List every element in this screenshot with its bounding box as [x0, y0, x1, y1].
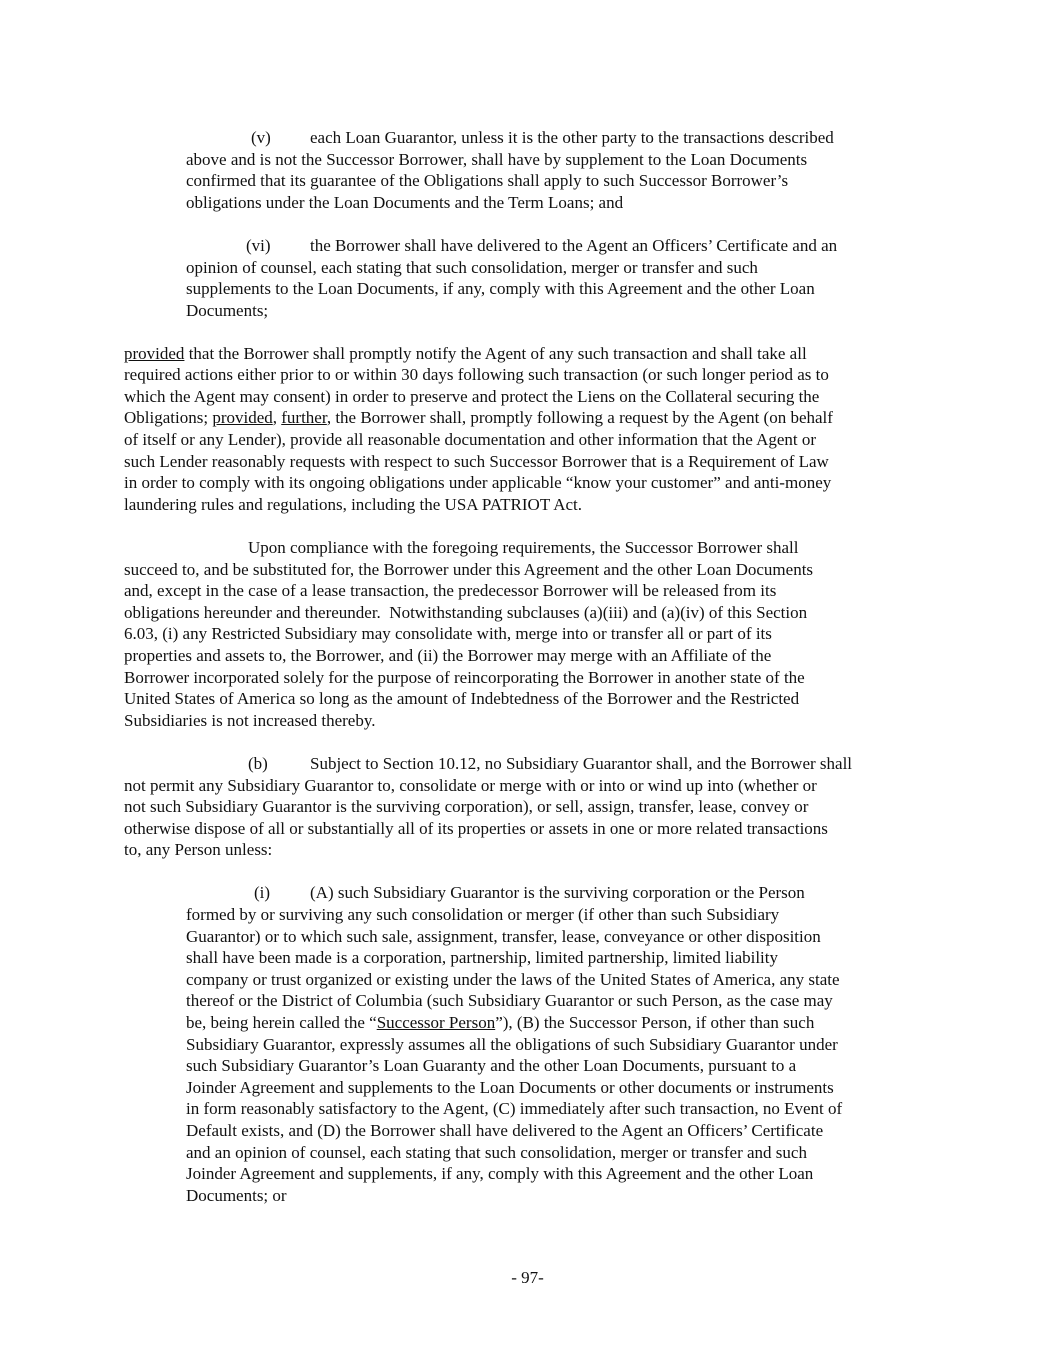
clause-v-line: each Loan Guarantor, unless it is the other party to the transactions described	[310, 128, 834, 147]
clause-i-line: Documents; or	[186, 1186, 287, 1205]
provided-term: provided	[212, 408, 273, 427]
further-term: further	[281, 408, 327, 427]
clause-vi-line: supplements to the Loan Documents, if any, comply with this Agreement and the other Loan	[186, 279, 815, 298]
clause-b-line: to, any Person unless:	[124, 840, 273, 859]
proviso-line: in order to comply with its ongoing obligations under applicable “know your customer” and anti-money	[124, 473, 832, 492]
clause-v-line: confirmed that its guarantee of the Obligations shall apply to such Successor Borrower’s	[186, 171, 789, 190]
compliance-line: Subsidiaries is not increased thereby.	[124, 711, 376, 730]
clause-i-text: ”), (B) the Successor Person, if other than such	[495, 1013, 815, 1032]
proviso-line: required actions either prior to or within 30 days following such transaction (or such longer period as to	[124, 365, 829, 384]
proviso-text: Obligations;	[124, 408, 213, 427]
clause-i-line: (A) such Subsidiary Guarantor is the surviving corporation or the Person	[310, 883, 805, 902]
clause-i-line: in form reasonably satisfactory to the Agent, (C) immediately after such transaction, no Event of	[186, 1099, 843, 1118]
clause-v-line: obligations under the Loan Documents and the Term Loans; and	[186, 193, 624, 212]
proviso-comma: ,	[272, 408, 282, 427]
proviso-line: laundering rules and regulations, including the USA PATRIOT Act.	[124, 495, 583, 514]
clause-vi-line: the Borrower shall have delivered to the Agent an Officers’ Certificate and an	[310, 236, 838, 255]
clause-i-marker: (i)	[254, 883, 271, 902]
clause-b-line: Subject to Section 10.12, no Subsidiary Guarantor shall, and the Borrower shall	[310, 754, 853, 773]
clause-b-line: not such Subsidiary Guarantor is the surviving corporation), or sell, assign, transfer, lease, convey or	[124, 797, 809, 816]
proviso-text: , the Borrower shall, promptly following a request by the Agent (on behalf	[326, 408, 833, 427]
compliance-line: succeed to, and be substituted for, the Borrower under this Agreement and the other Loan Documents	[124, 560, 814, 579]
compliance-line: obligations hereunder and thereunder. Notwithstanding subclauses (a)(iii) and (a)(iv) of this Section	[124, 603, 808, 622]
proviso-line	[124, 343, 807, 365]
clause-b-line: otherwise dispose of all or substantially all of its properties or assets in one or more related transactions	[124, 819, 828, 838]
clause-i-line: such Subsidiary Guarantor’s Loan Guaranty and the other Loan Documents, pursuant to a	[186, 1056, 797, 1075]
proviso-line: of itself or any Lender), provide all reasonable documentation and other information that the Agent or	[124, 430, 817, 449]
clause-i-line: Default exists, and (D) the Borrower shall have delivered to the Agent an Officers’ Certificate	[186, 1121, 824, 1140]
clause-i-text: be, being herein called the “	[186, 1013, 377, 1032]
clause-i-line: Guarantor) or to which such sale, assignment, transfer, lease, conveyance or other disposition	[186, 927, 821, 946]
proviso-line	[124, 407, 833, 429]
clause-vi-line: Documents;	[186, 301, 269, 320]
clause-i-line: formed by or surviving any such consolidation or merger (if other than such Subsidiary	[186, 905, 780, 924]
compliance-line: and, except in the case of a lease transaction, the predecessor Borrower will be released from its	[124, 581, 777, 600]
clause-i-line: company or trust organized or existing under the laws of the United States of America, any state	[186, 970, 840, 989]
clause-i-line: Joinder Agreement and supplements, if any, comply with this Agreement and the other Loan	[186, 1164, 814, 1183]
proviso-text: that the Borrower shall promptly notify the Agent of any such transaction and shall take all	[184, 344, 807, 363]
proviso-line: which the Agent may consent) in order to preserve and protect the Liens on the Collateral securing the	[124, 387, 820, 406]
clause-b-marker: (b)	[248, 754, 268, 773]
clause-v-marker: (v)	[251, 128, 271, 147]
clause-vi-line: opinion of counsel, each stating that such consolidation, merger or transfer and such	[186, 258, 758, 277]
clause-i-line: shall have been made is a corporation, partnership, limited partnership, limited liability	[186, 948, 779, 967]
clause-i-line	[186, 1012, 814, 1034]
provided-term: provided	[124, 344, 185, 363]
clause-i-line: and an opinion of counsel, each stating that such consolidation, merger or transfer and such	[186, 1143, 807, 1162]
compliance-line: properties and assets to, the Borrower, and (ii) the Borrower may merge with an Affiliate of the	[124, 646, 772, 665]
compliance-line: United States of America so long as the amount of Indebtedness of the Borrower and the Restricted	[124, 689, 800, 708]
compliance-line: 6.03, (i) any Restricted Subsidiary may consolidate with, merge into or transfer all or part of its	[124, 624, 772, 643]
successor-person-term: Successor Person	[376, 1013, 496, 1032]
clause-i-line: Subsidiary Guarantor, expressly assumes all the obligations of such Subsidiary Guarantor under	[186, 1035, 838, 1054]
page-number: - 97-	[511, 1268, 544, 1287]
compliance-line: Borrower incorporated solely for the purpose of reincorporating the Borrower in another state of the	[124, 668, 805, 687]
clause-b-line: not permit any Subsidiary Guarantor to, consolidate or merge with or into or wind up into (whether or	[124, 776, 817, 795]
clause-v-line: above and is not the Successor Borrower, shall have by supplement to the Loan Documents	[186, 150, 808, 169]
clause-vi-marker: (vi)	[246, 236, 271, 255]
proviso-line: such Lender reasonably requests with respect to such Successor Borrower that is a Requirement of Law	[124, 452, 829, 471]
clause-i-line: Joinder Agreement and supplements to the Loan Documents or other documents or instruments	[186, 1078, 834, 1097]
clause-i-line: thereof or the District of Columbia (such Subsidiary Guarantor or such Person, as the case may	[186, 991, 833, 1010]
compliance-line: Upon compliance with the foregoing requirements, the Successor Borrower shall	[248, 538, 799, 557]
